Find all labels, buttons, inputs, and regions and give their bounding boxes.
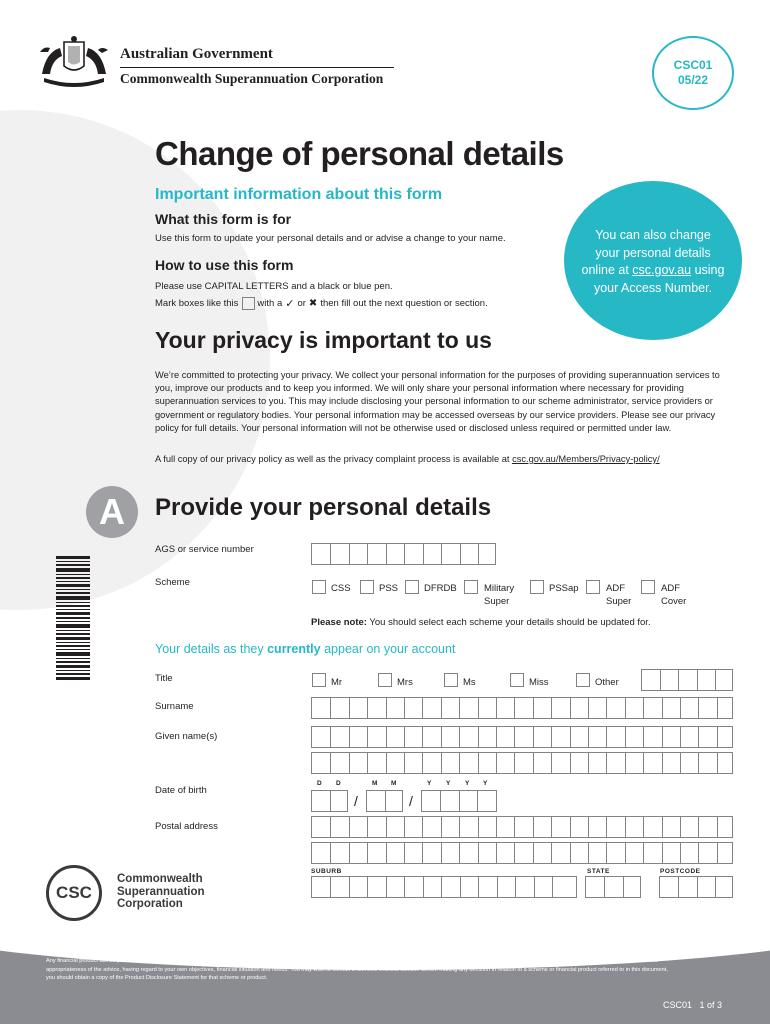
form-date: 05/22: [677, 73, 709, 87]
callout-line1: You can also change: [595, 228, 711, 242]
dob-y1: Y: [427, 780, 433, 787]
callout-line2: your personal details: [595, 245, 711, 260]
surname-input[interactable]: [311, 697, 733, 719]
postal-address-input-1[interactable]: [311, 816, 733, 838]
footer-disclaimer: Any financial product advice provided in this document is general advice only and has been prepared without taking account of your personal objectives, financial situation or needs. Before acting on any such general advice, you should consider the appropriateness of the advice, having regard to your own objectives, financial situation and needs. You may wish to consult a licensed financial advisor. Before making any decision in relation to a scheme or financial product referred to in this document, you should obtain a copy of the Product Disclosure Statement for that scheme or product.: [46, 958, 668, 981]
section-a-badge: A: [86, 486, 138, 538]
how-heading: How to use this form: [155, 257, 294, 273]
footer-page-info: [663, 1000, 722, 1010]
dob-m1: M: [372, 780, 379, 787]
given-names-input-2[interactable]: [311, 752, 733, 774]
header-rule: [120, 67, 394, 68]
dob-separator-2: /: [409, 793, 413, 809]
ags-input[interactable]: [311, 543, 496, 565]
csc-logo: CSC: [46, 865, 102, 921]
scheme-military-checkbox[interactable]: [464, 580, 478, 594]
scheme-adf-super-label: ADF Super: [606, 583, 632, 607]
dob-y4: Y: [483, 780, 489, 787]
scheme-dfrdb-label: DFRDB: [424, 583, 457, 594]
dob-m2: M: [391, 780, 398, 787]
csc-website-link[interactable]: csc.gov.au: [632, 263, 692, 277]
scheme-pssap-checkbox[interactable]: [530, 580, 544, 594]
postcode-input[interactable]: [659, 876, 733, 898]
title-miss-label: Miss: [529, 677, 549, 688]
mark-instructions: [155, 297, 488, 310]
mark-or: or: [297, 298, 306, 309]
scheme-pss-checkbox[interactable]: [360, 580, 374, 594]
section-a-title: Provide your personal details: [155, 494, 492, 521]
callout-line3: online at csc.gov.au using: [581, 263, 725, 277]
given-names-label: Given name(s): [155, 731, 218, 742]
csc-logo-text: Commonwealth Superannuation Corporation: [117, 873, 205, 910]
title-mrs-checkbox[interactable]: [378, 673, 392, 687]
example-checkbox: [242, 297, 255, 310]
dob-separator-1: /: [354, 793, 358, 809]
online-callout: [564, 181, 742, 340]
dob-label: Date of birth: [155, 785, 207, 796]
scheme-label: Scheme: [155, 577, 190, 588]
suburb-input[interactable]: [311, 876, 577, 898]
title-mr-checkbox[interactable]: [312, 673, 326, 687]
privacy-policy-link[interactable]: csc.gov.au/Members/Privacy-policy/: [512, 454, 660, 464]
surname-label: Surname: [155, 701, 194, 712]
tick-icon: ✓: [285, 298, 295, 310]
dob-day-input[interactable]: [311, 790, 348, 812]
mark-with: with a: [257, 298, 283, 309]
callout-line4: your Access Number.: [593, 280, 713, 295]
mark-prefix: Mark boxes like this: [155, 298, 239, 309]
dob-y3: Y: [465, 780, 471, 787]
dob-year-input[interactable]: [421, 790, 497, 812]
barcode-icon: [56, 556, 90, 680]
corporation-name: Commonwealth Superannuation Corporation: [120, 71, 384, 86]
form-code: CSC01: [673, 58, 713, 72]
scheme-adf-super-checkbox[interactable]: [586, 580, 600, 594]
scheme-adf-cover-checkbox[interactable]: [641, 580, 655, 594]
title-ms-label: Ms: [463, 677, 476, 688]
mark-suffix: then fill out the next question or section.: [320, 298, 488, 309]
cross-icon: ✖: [308, 298, 318, 309]
scheme-css-label: CSS: [331, 583, 351, 594]
scheme-pssap-label: PSSap: [549, 583, 579, 594]
postal-address-label: Postal address: [155, 821, 218, 832]
footer-form-code: CSC01: [663, 1000, 693, 1010]
government-name: Australian Government: [120, 46, 273, 62]
dob-d1: D: [317, 780, 323, 787]
postal-address-input-2[interactable]: [311, 842, 733, 864]
privacy-link-line: A full copy of our privacy policy as well as the privacy complaint process is available at csc.gov.au/Members/Privacy-policy/: [155, 454, 660, 464]
scheme-note: Please note: You should select each scheme your details should be updated for.: [311, 617, 651, 628]
form-code-badge: [652, 36, 734, 110]
privacy-body: We’re committed to protecting your privacy. We collect your personal information for the purposes of providing superannuation services to you, improve our products and to keep you informed. We will only share your personal information where necessary for providing superannuation services to you. This may include disclosing your personal information to our scheme administrator, service providers or government or regulatory bodies. Your personal information may be accessed overseas by our service providers. Please see our privacy policy for full details. Your personal information will not be otherwise used or disclosed unless required or permitted under law.: [155, 370, 720, 433]
state-input[interactable]: [585, 876, 641, 898]
title-ms-checkbox[interactable]: [444, 673, 458, 687]
title-mrs-label: Mrs: [397, 677, 413, 688]
scheme-adf-cover-label: ADF Cover: [661, 583, 687, 607]
title-other-checkbox[interactable]: [576, 673, 590, 687]
title-other-label: Other: [595, 677, 619, 688]
postcode-label: POSTCODE: [660, 868, 701, 875]
state-label: STATE: [587, 868, 610, 875]
ags-label: AGS or service number: [155, 544, 254, 555]
important-heading: Important information about this form: [155, 186, 443, 203]
current-details-heading: Your details as they currently appear on your account: [155, 642, 456, 656]
how-text: Please use CAPITAL LETTERS and a black or blue pen.: [155, 281, 393, 292]
coat-of-arms-icon: [34, 34, 114, 90]
privacy-heading: Your privacy is important to us: [155, 327, 492, 353]
footer-page-number: 1 of 3: [699, 1000, 723, 1010]
scheme-military-label: Military Super: [484, 583, 515, 607]
page-title: Change of personal details: [155, 135, 564, 172]
dob-month-input[interactable]: [366, 790, 403, 812]
title-miss-checkbox[interactable]: [510, 673, 524, 687]
dob-d2: D: [336, 780, 342, 787]
given-names-input-1[interactable]: [311, 726, 733, 748]
scheme-pss-label: PSS: [379, 583, 399, 594]
what-heading: What this form is for: [155, 211, 292, 227]
title-label: Title: [155, 673, 173, 684]
title-other-input[interactable]: [641, 669, 733, 691]
dob-y2: Y: [446, 780, 452, 787]
title-mr-label: Mr: [331, 677, 343, 688]
what-text: Use this form to update your personal details and or advise a change to your name.: [155, 233, 506, 244]
scheme-dfrdb-checkbox[interactable]: [405, 580, 419, 594]
scheme-css-checkbox[interactable]: [312, 580, 326, 594]
suburb-label: SUBURB: [311, 868, 342, 875]
background-circle: [0, 110, 270, 610]
